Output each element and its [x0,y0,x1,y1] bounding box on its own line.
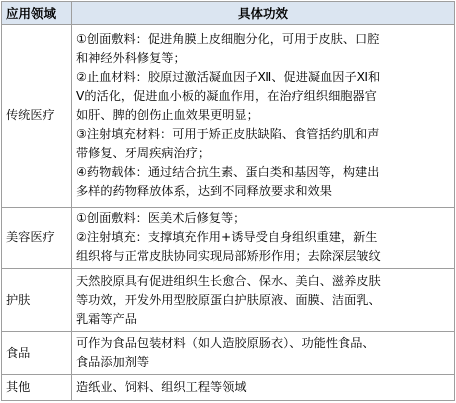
header-application-field: 应用领域 [2,2,72,25]
desc-line: 等功效，开发外用型胶原蛋白护肤原液、面膜、洁面乳、 [76,292,381,307]
desc-line: ④药物载体：通过结合抗生素、蛋白类和基因等，构建出 [76,165,380,180]
desc-cell [72,375,455,401]
desc-line: 造纸业、饲料、组织工程等领域 [76,380,247,395]
table-row [2,269,455,332]
desc-line: 多样的药物释放体系，达到不同释放要求和效果 [76,184,332,199]
desc-line: 食品添加剂等 [76,355,150,370]
desc-cell [72,25,455,208]
table-row [2,375,455,401]
table-row [2,25,455,208]
desc-cell [72,269,455,332]
desc-line: 可作为食品包装材料（如人造胶原肠衣）、功能性食品、 [76,336,375,351]
desc-line: ①创面敷料：促进角膜上皮细胞分化，可用于皮肤、口腔 [76,32,380,47]
table-row [2,331,455,375]
field-cell: 美容医疗 [2,207,72,269]
table-row [2,207,455,269]
field-cell: 传统医疗 [2,25,72,208]
desc-cell [72,207,455,269]
desc-line: Ⅴ的活化，促进血小板的凝血作用，在治疗组织细胞器官 [76,89,377,104]
desc-line: ②注射填充：支撑填充作用+诱导受自身组织重建，新生 [76,230,378,245]
desc-line: 天然胶原具有促进组织生长愈合、保水、美白、滋养皮肤 [76,273,381,288]
application-table [1,1,455,401]
field-cell: 护肤 [2,269,72,332]
desc-line: 如肝、脾的创伤止血效果更明显； [76,108,259,123]
desc-line: 乳霜等产品 [76,311,137,326]
desc-line: 带修复、牙周疾病治疗； [76,146,211,161]
field-cell: 食品 [2,331,72,375]
header-specific-effect: 具体功效 [72,2,455,25]
desc-line: ②止血材料：胶原过激活凝血因子Ⅻ、促进凝血因子Ⅺ和 [76,70,381,85]
desc-line: 组织将与正常皮肤协同实现局部矫形作用；去除深层皱纹 [76,249,381,264]
desc-line: ①创面敷料：医美术后修复等； [76,211,246,226]
table-header-row [2,2,455,25]
desc-cell [72,331,455,375]
application-table-container [1,1,454,401]
field-cell: 其他 [2,375,72,401]
desc-line: 和神经外科修复等； [76,51,186,66]
desc-line: ③注射填充材料：可用于矫正皮肤缺陷、食管括约肌和声 [76,127,380,142]
